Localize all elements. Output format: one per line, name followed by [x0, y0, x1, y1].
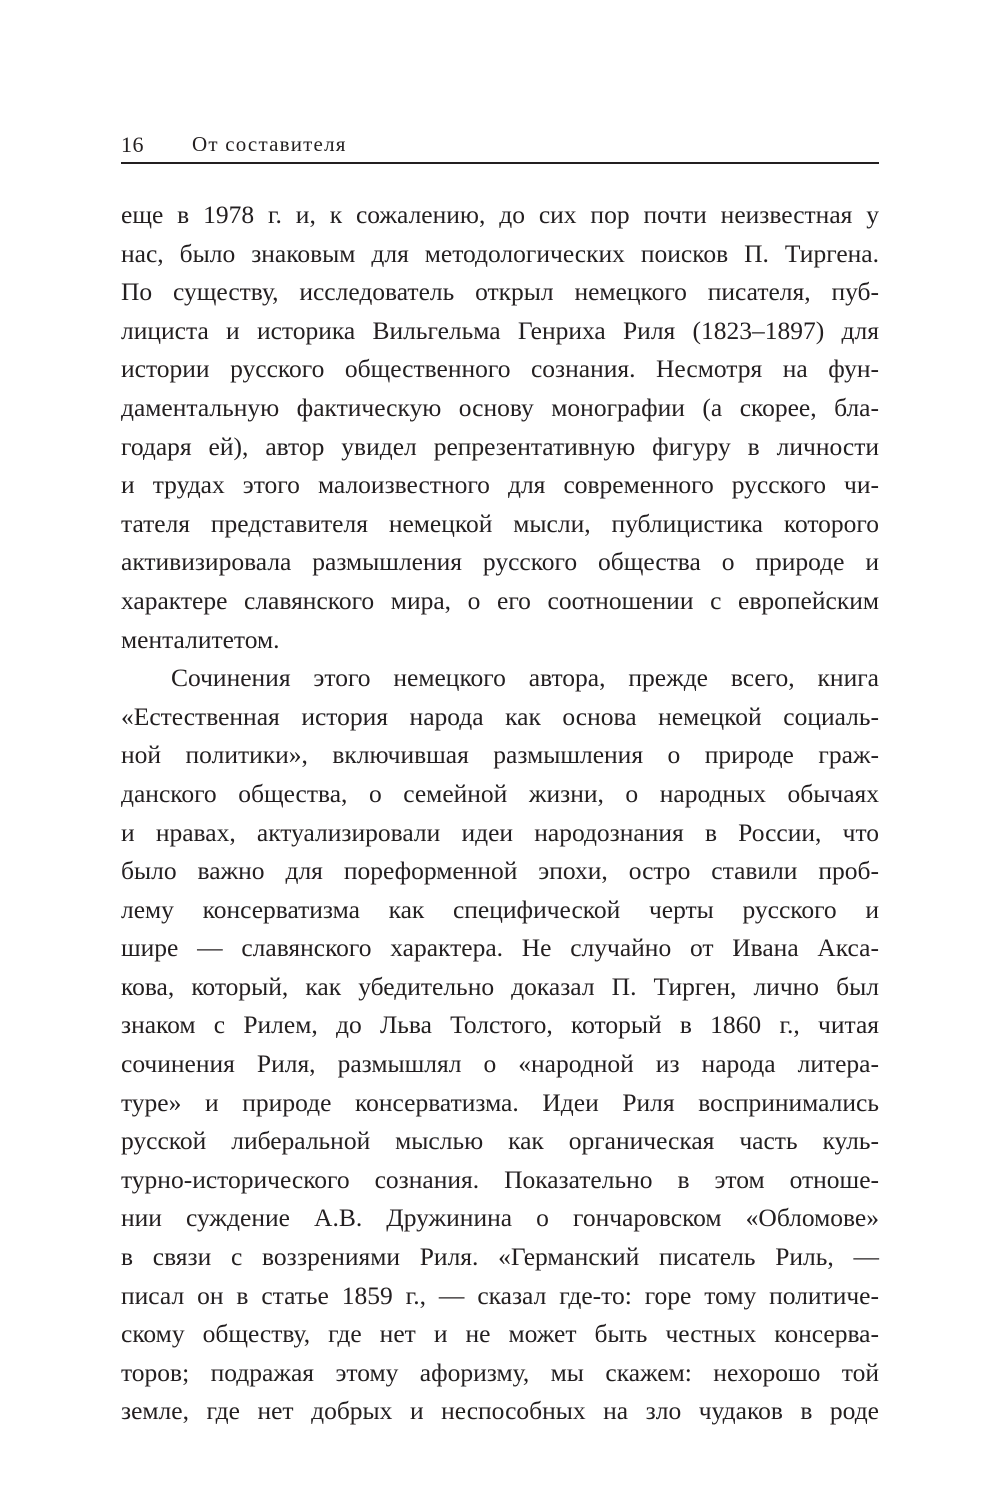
text-line: шире — славянского характера. Не случайно от Ивана Акса-: [121, 933, 879, 963]
text-line: земле, где нет добрых и неспособных на зло чудаков в роде: [121, 1396, 879, 1426]
text-line: нии суждение А.В. Дружинина о гончаровском «Обломове»: [121, 1203, 879, 1233]
text-line: торов; подражая этому афоризму, мы скажем: нехорошо той: [121, 1357, 879, 1387]
text-line: турно-исторического сознания. Показательно в этом отноше-: [121, 1164, 879, 1194]
text-line: Сочинения этого немецкого автора, прежде всего, книга: [171, 663, 879, 693]
text-line: сочинения Риля, размышлял о «народной из народа литера-: [121, 1049, 879, 1079]
text-line: характере славянского мира, о его соотношении с европейским: [121, 585, 879, 615]
running-head: [121, 126, 879, 164]
text-line: скому обществу, где нет и не может быть честных консерва-: [121, 1319, 879, 1349]
text-line: даментальную фактическую основу монографии (а скорее, бла-: [121, 392, 879, 422]
text-line: ной политики», включившая размышления о природе граж-: [121, 740, 879, 770]
text-line: «Естественная история народа как основа немецкой социаль-: [121, 701, 879, 731]
text-line: лициста и историка Вильгельма Генриха Риля (1823–1897) для: [121, 315, 879, 345]
text-line: было важно для пореформенной эпохи, остро ставили проб-: [121, 856, 879, 886]
text-line: знаком с Рилем, до Льва Толстого, который в 1860 г., читая: [121, 1010, 879, 1040]
text-line: нас, было знаковым для методологических поисков П. Тиргена.: [121, 238, 879, 268]
paragraph-2: [121, 659, 879, 1431]
text-line: годаря ей), автор увидел репрезентативную фигуру в личности: [121, 431, 879, 461]
section-title: От составителя: [192, 132, 347, 156]
text-line: менталитетом.: [121, 624, 280, 654]
text-line: кова, который, как убедительно доказал П. Тирген, лично был: [121, 971, 879, 1001]
text-line: русской либеральной мыслью как органическая часть куль-: [121, 1126, 879, 1156]
page-number: 16: [121, 132, 144, 157]
text-line: данского общества, о семейной жизни, о народных обычаях: [121, 778, 879, 808]
text-line: активизировала размышления русского общества о природе и: [121, 547, 879, 577]
text-line: По существу, исследователь открыл немецкого писателя, пуб-: [121, 277, 879, 307]
text-line: лему консерватизма как специфической черты русского и: [121, 894, 879, 924]
text-line: тателя представителя немецкой мысли, публицистика которого: [121, 508, 879, 538]
body-text: [121, 196, 879, 1431]
paragraph-1: [121, 196, 879, 659]
text-line: писал он в статье 1859 г., — сказал где-то: горе тому политиче-: [121, 1280, 879, 1310]
text-line: в связи с воззрениями Риля. «Германский писатель Риль, —: [121, 1242, 879, 1272]
text-line: истории русского общественного сознания. Несмотря на фун-: [121, 354, 879, 384]
text-line: еще в 1978 г. и, к сожалению, до сих пор почти неизвестная у: [121, 200, 879, 229]
text-line: и трудах этого малоизвестного для современного русского чи-: [121, 470, 879, 500]
text-line: и нравах, актуализировали идеи народознания в России, что: [121, 817, 879, 847]
text-line: туре» и природе консерватизма. Идеи Риля воспринимались: [121, 1087, 879, 1117]
